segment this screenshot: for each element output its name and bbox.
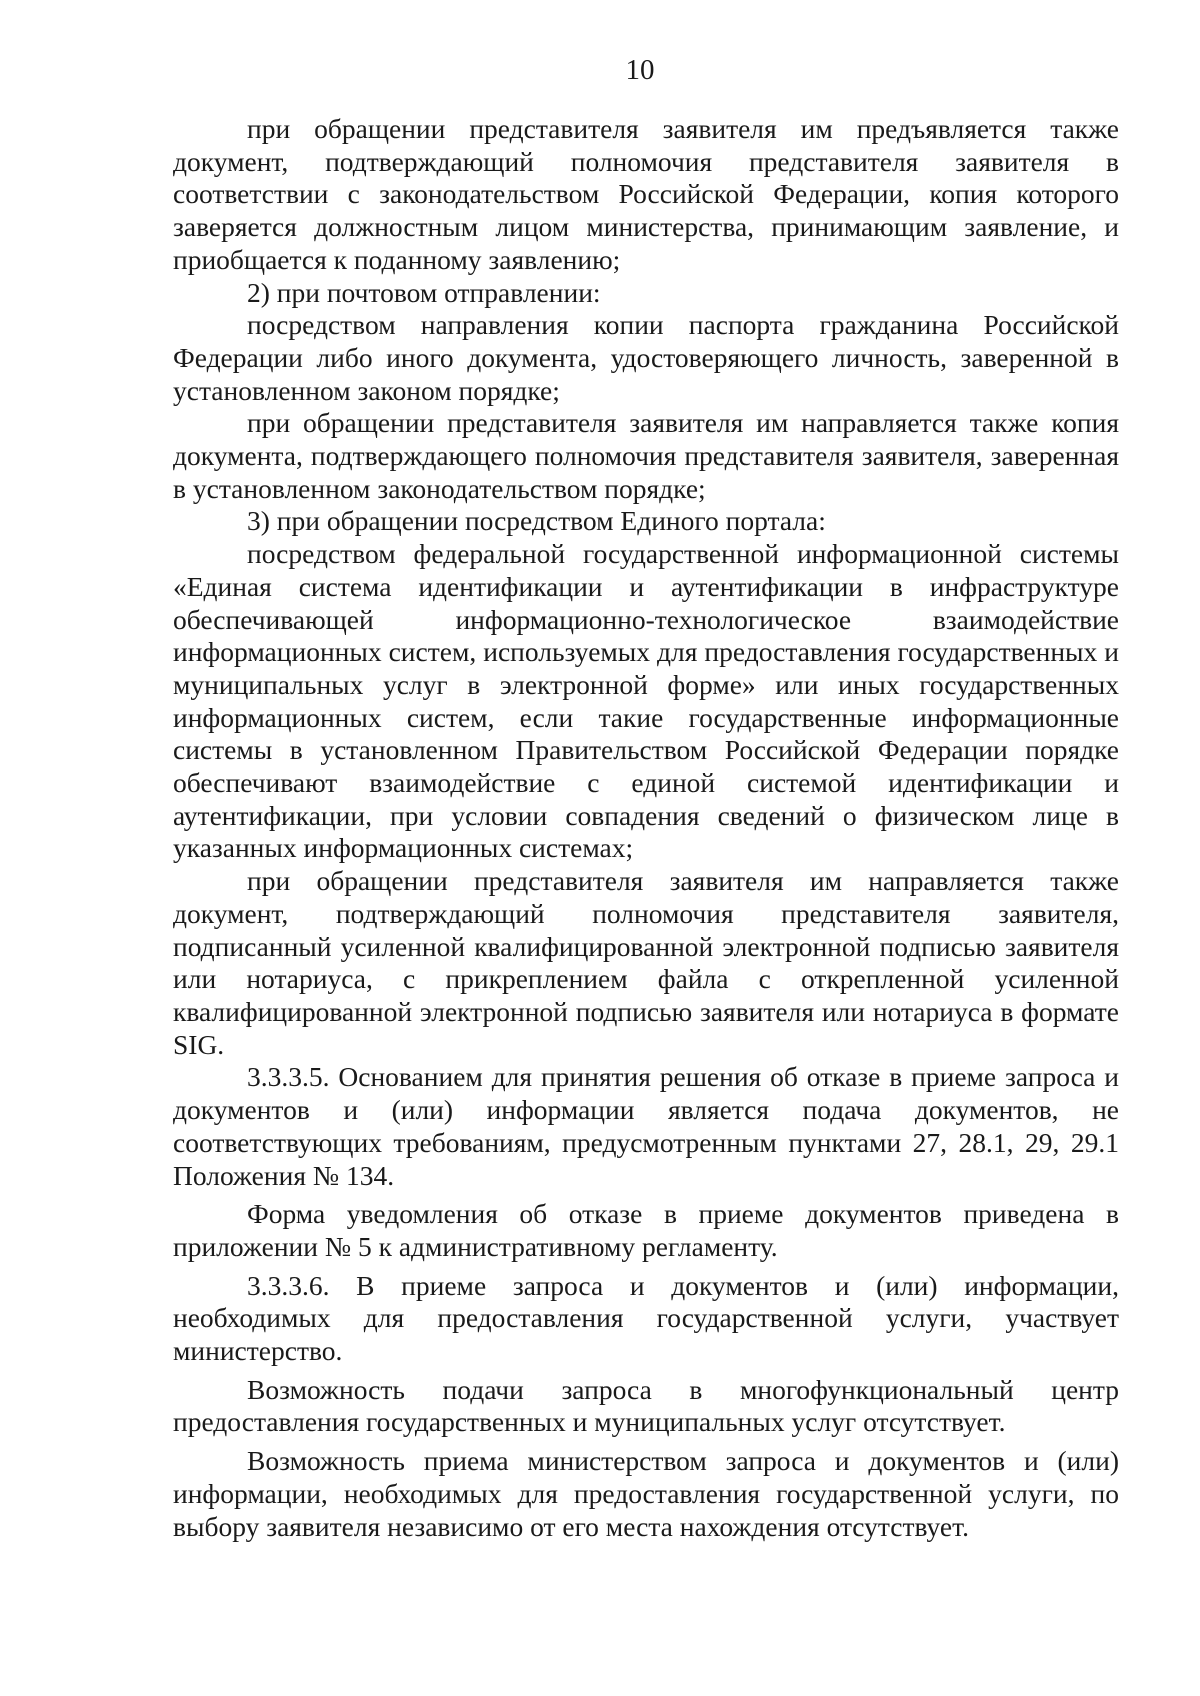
paragraph-3-3-3-6: 3.3.3.6. В приеме запроса и документов и (или) информации, необходимых для предоставления государственной услуги, участвует министерство. (173, 1269, 1119, 1367)
paragraph-postal-heading: 2) при почтовом отправлении: (247, 276, 601, 308)
page-number: 10 (625, 54, 655, 86)
paragraph-electronic-signature: при обращении представителя заявителя им направляется также документ, подтверждающий полномочия представителя заявителя, подписанный усиленной квалифицированной электронной подписью заявителя или нотариуса, с прикреплением файла с открепленной усиленной квалифицированной электронной подписью заявителя или нотариуса в формате SIG. (173, 865, 1119, 1060)
paragraph-3-3-3-5: 3.3.3.5. Основанием для принятия решения об отказе в приеме запроса и документов и (или) информации является подача документов, не соответствующих требованиям, предусмотренным пунктами 27, 28.1, 29, 29.1 Положения № 134. (173, 1061, 1119, 1191)
paragraph-passport-copy: посредством направления копии паспорта гражданина Российской Федерации либо иного документа, удостоверяющего личность, заверенной в установленном законом порядке; (173, 309, 1119, 406)
paragraph-portal-heading: 3) при обращении посредством Единого портала: (247, 505, 826, 537)
paragraph-mfc-unavailable: Возможность подачи запроса в многофункциональный центр предоставления государственных и муниципальных услуг отсутствует. (173, 1373, 1119, 1438)
paragraph-esia-system: посредством федеральной государственной информационной системы «Единая система идентификации и аутентификации в инфраструктуре обеспечивающей информационно-технологическое взаимодействие информационных систем, используемых для предоставления государственных и муниципальных услуг в электронной форме» или иных государственных информационных систем, если такие государственные информационные системы в установленном Правительством Российской Федерации порядке обеспечивают взаимодействие с единой системой идентификации и аутентификации, при условии совпадения сведений о физическом лице в указанных информационных системах; (173, 538, 1119, 864)
paragraph-representative-copy: при обращении представителя заявителя им направляется также копия документа, подтверждающего полномочия представителя заявителя, заверенная в установленном законодательством порядке; (173, 407, 1119, 504)
document-body (173, 113, 1119, 1543)
paragraph-representative-document: при обращении представителя заявителя им предъявляется также документ, подтверждающий полномочия представителя заявителя в соответствии с законодательством Российской Федерации, копия которого заверяется должностным лицом министерства, принимающим заявление, и приобщается к поданному заявлению; (173, 113, 1119, 275)
paragraph-extraterritorial-unavailable: Возможность приема министерством запроса и документов и (или) информации, необходимых для предоставления государственной услуги, по выбору заявителя независимо от его места нахождения отсутствует. (173, 1445, 1119, 1542)
paragraph-refusal-form: Форма уведомления об отказе в приеме документов приведена в приложении № 5 к административному регламенту. (173, 1198, 1119, 1262)
